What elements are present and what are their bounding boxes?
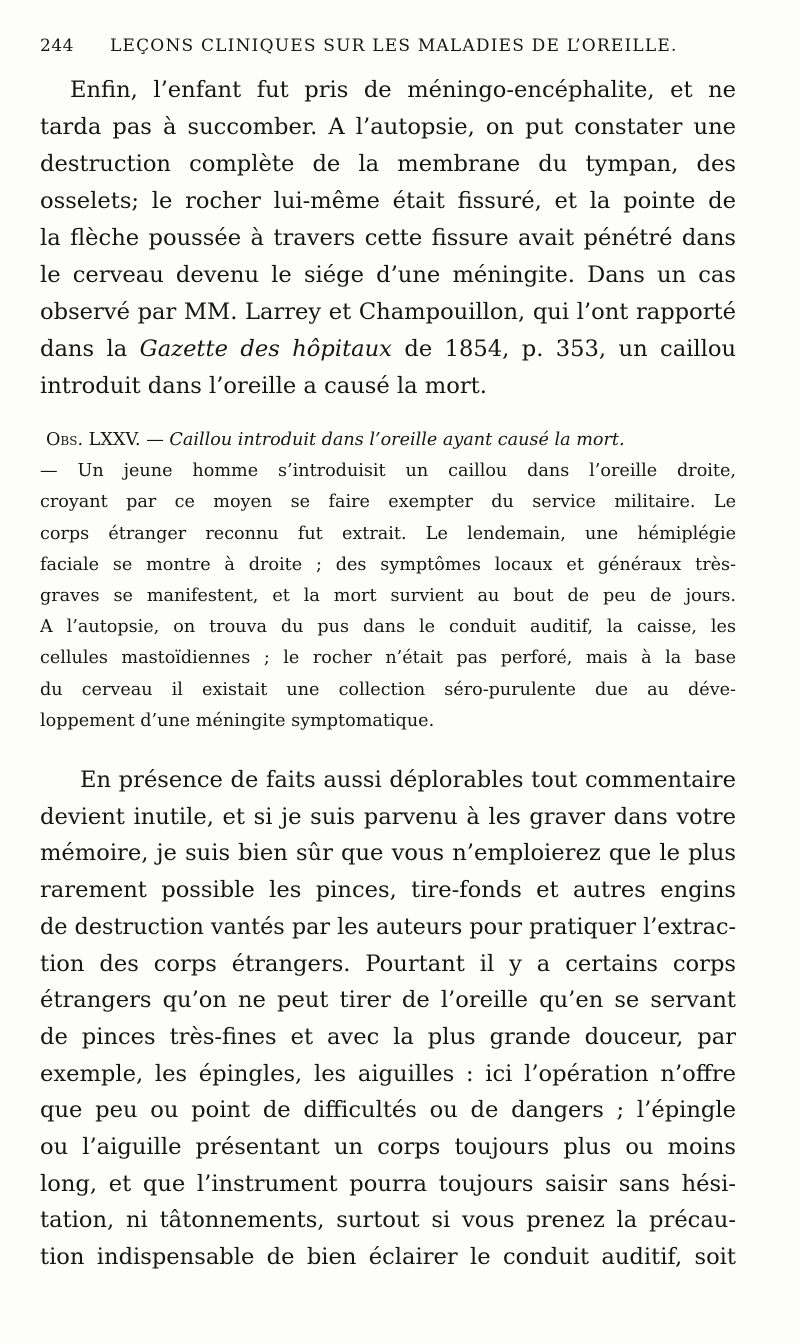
text-line: de destruction vantés par les auteurs pour pratiquer l’extrac- bbox=[40, 913, 736, 940]
journal-title: Gazette des hôpitaux bbox=[139, 336, 392, 362]
text-line: le cerveau devenu le siége d’une méningite. Dans un cas bbox=[40, 262, 736, 288]
text-line: destruction complète de la membrane du tympan, des bbox=[40, 151, 736, 177]
text-line: observé par MM. Larrey et Champouillon, qui l’ont rapporté bbox=[40, 299, 736, 325]
text-line: long, et que l’instrument pourra toujours saisir sans hési- bbox=[40, 1170, 736, 1197]
running-head bbox=[40, 36, 760, 56]
text-line: que peu ou point de difficultés ou de dangers ; l’épingle bbox=[40, 1097, 736, 1124]
text-line: — Un jeune homme s’introduisit un caillou dans l’oreille droite, bbox=[40, 461, 736, 482]
text-line: corps étranger reconnu fut extrait. Le lendemain, une hémiplégie bbox=[40, 523, 736, 544]
text-line: tation, ni tâtonnements, surtout si vous prenez la précau- bbox=[40, 1207, 736, 1234]
text-line: exemple, les épingles, les aiguilles : ici l’opération n’offre bbox=[40, 1060, 736, 1087]
text-line: graves se manifestent, et la mort survient au bout de peu de jours. bbox=[40, 586, 736, 607]
text-line: ou l’aiguille présentant un corps toujours plus ou moins bbox=[40, 1134, 736, 1161]
text-line: rarement possible les pinces, tire-fonds et autres engins bbox=[40, 877, 736, 904]
text-line: cellules mastoïdiennes ; le rocher n’était pas perforé, mais à la base bbox=[40, 648, 736, 669]
text-line: de pinces très-fines et avec la plus grande douceur, par bbox=[40, 1023, 736, 1050]
text-line: faciale se montre à droite ; des symptômes locaux et généraux très- bbox=[40, 554, 736, 575]
text-line bbox=[40, 331, 736, 368]
text-line: En présence de faits aussi déplorables tout commentaire bbox=[80, 767, 736, 793]
paragraph-commentary bbox=[40, 762, 736, 1276]
text-line: loppement d’une méningite symptomatique. bbox=[40, 710, 435, 731]
paragraph-autopsy-account bbox=[40, 72, 736, 405]
running-title: LEÇONS CLINIQUES SUR LES MALADIES DE L’OREILLE. bbox=[110, 36, 678, 56]
text-line: du cerveau il existait une collection séro-purulente due au déve- bbox=[40, 679, 736, 700]
page-number: 244 bbox=[40, 36, 74, 56]
observation-heading bbox=[40, 425, 736, 456]
text-line: osselets; le rocher lui-même était fissuré, et la pointe de bbox=[40, 188, 736, 214]
observation-label: Obs. LXXV. bbox=[46, 430, 141, 450]
observation-title: Caillou introduit dans l’oreille ayant causé la mort. bbox=[169, 430, 625, 450]
text-line: devient inutile, et si je suis parvenu à les graver dans votre bbox=[40, 803, 736, 830]
text-line: étrangers qu’on ne peut tirer de l’oreille qu’en se servant bbox=[40, 987, 736, 1014]
text-line: tion des corps étrangers. Pourtant il y a certains corps bbox=[40, 950, 736, 977]
text-line: A l’autopsie, on trouva du pus dans le conduit auditif, la caisse, les bbox=[40, 617, 736, 638]
text-line: tarda pas à succomber. A l’autopsie, on put constater une bbox=[40, 114, 736, 140]
observation-dash: — bbox=[140, 430, 170, 450]
text-line: tion indispensable de bien éclairer le conduit auditif, soit bbox=[40, 1244, 736, 1271]
text-line: mémoire, je suis bien sûr que vous n’emploierez que le plus bbox=[40, 840, 736, 867]
text-line: croyant par ce moyen se faire exempter du service militaire. Le bbox=[40, 492, 736, 513]
text-line: Enfin, l’enfant fut pris de méningo-encéphalite, et ne bbox=[70, 77, 736, 103]
observation-lxxv bbox=[40, 425, 736, 737]
text-fragment: dans la bbox=[40, 336, 128, 362]
text-line: la flèche poussée à travers cette fissure avait pénétré dans bbox=[40, 225, 736, 251]
text-line: introduit dans l’oreille a causé la mort. bbox=[40, 373, 487, 399]
text-fragment: de 1854, p. 353, un caillou bbox=[404, 336, 736, 362]
